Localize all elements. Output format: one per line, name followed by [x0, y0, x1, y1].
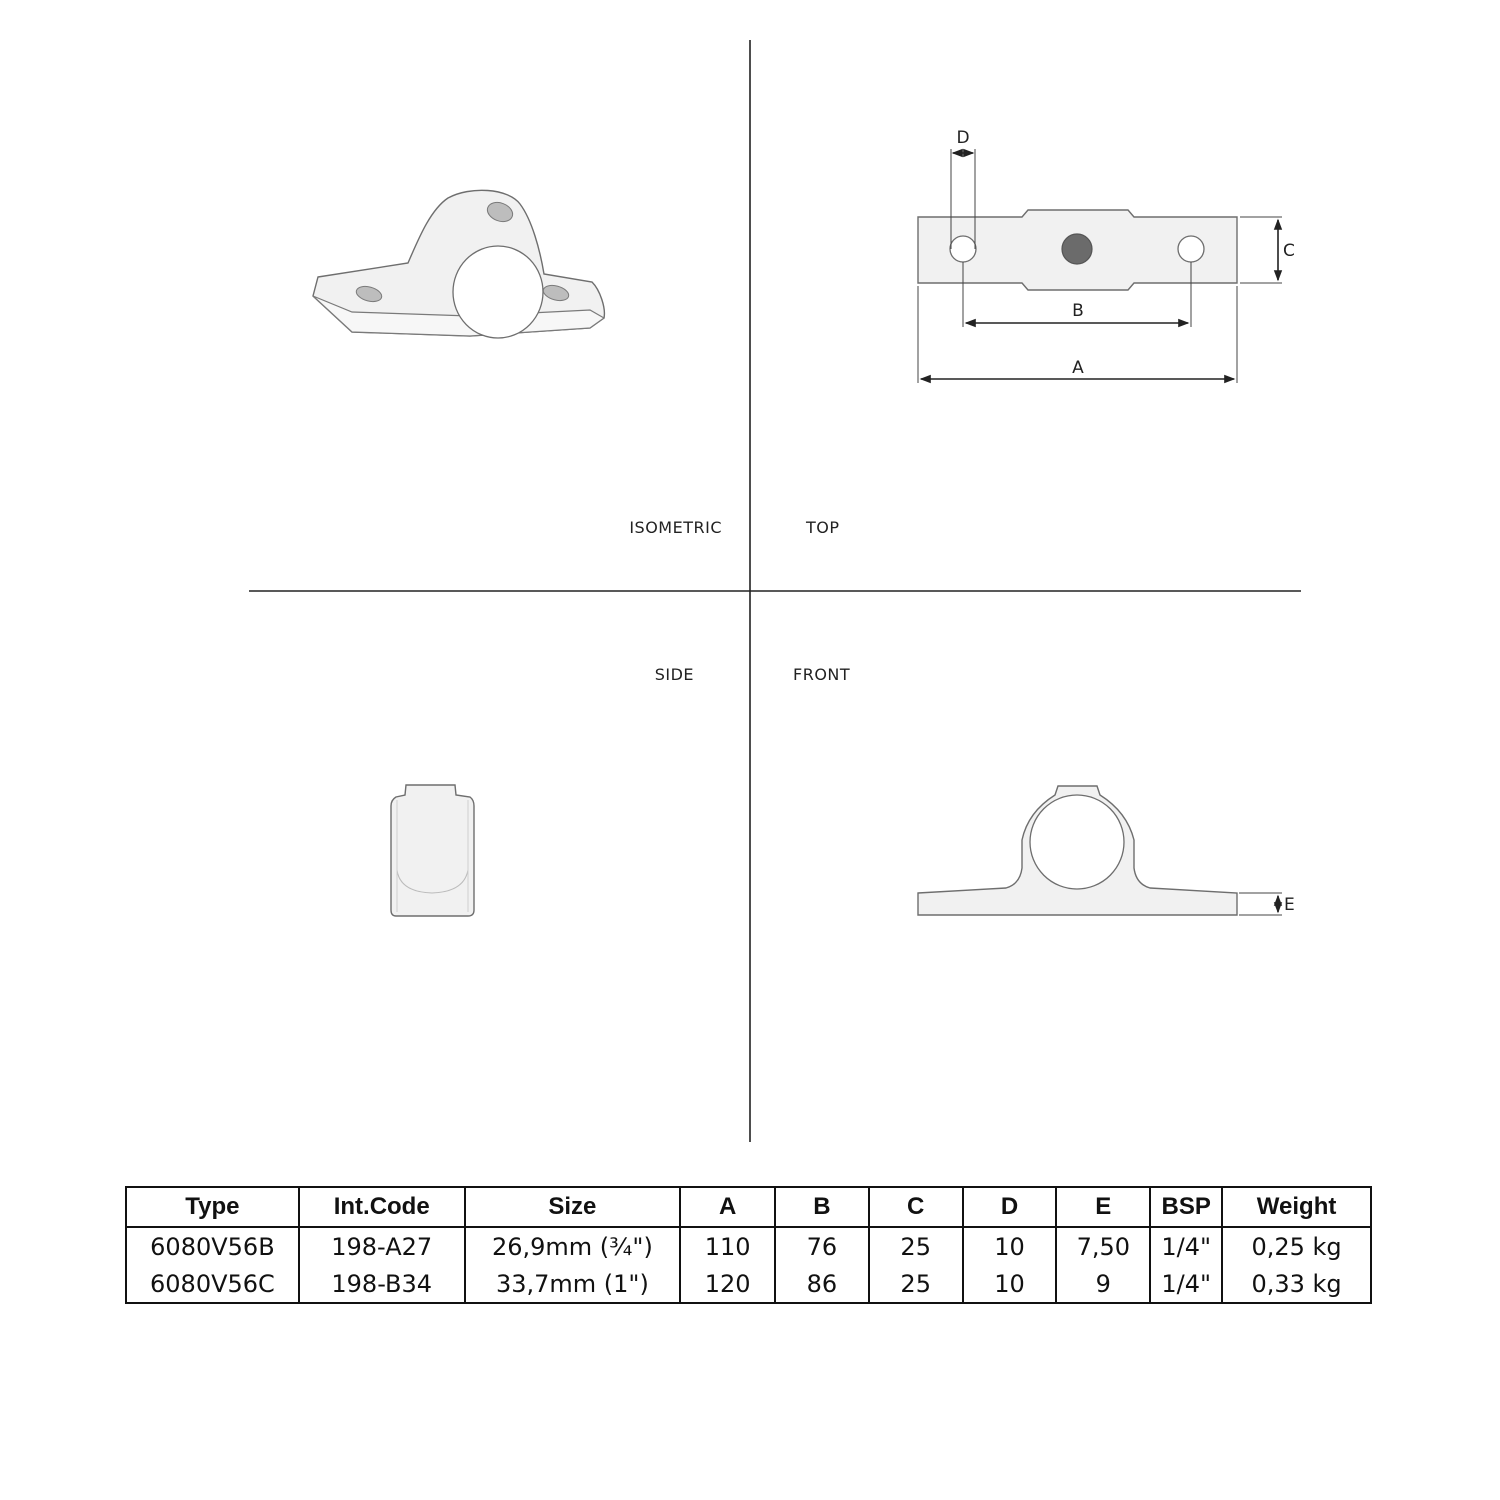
- header-int-code: Int.Code: [299, 1187, 465, 1227]
- cell-d: 10: [963, 1265, 1057, 1303]
- cell-size: 33,7mm (1"): [465, 1265, 681, 1303]
- header-type: Type: [126, 1187, 299, 1227]
- grub-screw: [1062, 234, 1092, 264]
- fixing-hole-left: [950, 236, 976, 262]
- front-view: [918, 786, 1295, 915]
- cell-c: 25: [869, 1227, 963, 1265]
- pipe-bore: [453, 246, 543, 338]
- cell-int-code: 198-B34: [299, 1265, 465, 1303]
- cell-c: 25: [869, 1265, 963, 1303]
- cell-type: 6080V56C: [150, 1269, 275, 1298]
- header-size: Size: [465, 1187, 681, 1227]
- specification-table: [125, 1186, 1372, 1304]
- cell-size: 26,9mm (¾"): [465, 1227, 681, 1265]
- view-label-front: FRONT: [793, 665, 851, 684]
- header-b: B: [775, 1187, 869, 1227]
- cell-a: 110: [680, 1227, 775, 1265]
- cell-d: 10: [963, 1227, 1057, 1265]
- cell-b: 86: [775, 1265, 869, 1303]
- view-label-isometric: ISOMETRIC: [629, 518, 722, 537]
- cell-type: 6080V56B: [150, 1232, 275, 1261]
- header-d: D: [963, 1187, 1057, 1227]
- cell-bsp: 1/4": [1150, 1265, 1222, 1303]
- cell-weight: 0,25 kg: [1222, 1227, 1371, 1265]
- fixing-hole-right: [1178, 236, 1204, 262]
- table-row: [126, 1265, 1371, 1303]
- header-weight: Weight: [1222, 1187, 1371, 1227]
- header-bsp: BSP: [1150, 1187, 1222, 1227]
- pipe-bore: [1030, 795, 1124, 889]
- view-label-top: TOP: [806, 518, 840, 537]
- cell-e: 9: [1056, 1265, 1150, 1303]
- side-view: [391, 785, 474, 916]
- isometric-view: [313, 190, 604, 338]
- cell-a: 120: [680, 1265, 775, 1303]
- dimension-d-label: D: [956, 128, 970, 148]
- cell-int-code: 198-A27: [299, 1227, 465, 1265]
- cell-weight: 0,33 kg: [1222, 1265, 1371, 1303]
- view-label-side: SIDE: [654, 665, 694, 684]
- header-c: C: [869, 1187, 963, 1227]
- dimension-a-label: A: [1072, 358, 1084, 378]
- cell-bsp: 1/4": [1150, 1227, 1222, 1265]
- header-a: A: [680, 1187, 775, 1227]
- table-header-row: [126, 1187, 1371, 1227]
- dimension-b-label: B: [1072, 301, 1084, 321]
- cell-e: 7,50: [1056, 1227, 1150, 1265]
- dimension-c-label: C: [1283, 241, 1295, 261]
- header-e: E: [1056, 1187, 1150, 1227]
- dimension-e-label: E: [1284, 895, 1295, 915]
- cell-b: 76: [775, 1227, 869, 1265]
- top-view: [918, 128, 1295, 383]
- table-row: [126, 1227, 1371, 1265]
